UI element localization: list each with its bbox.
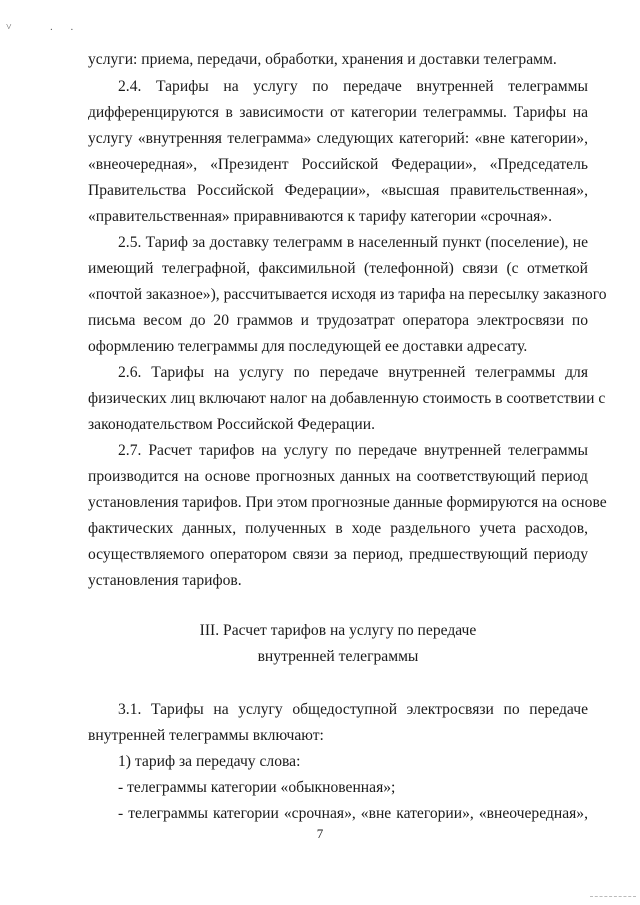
section-heading: III. Расчет тарифов на услугу по передаче xyxy=(199,622,477,639)
text-line: письма весом до 20 граммов и трудозатрат оператора электросвязи по xyxy=(88,312,588,329)
list-item: - телеграммы категории «обыкновенная»; xyxy=(118,779,396,796)
paragraph-2-4-line: 2.4. Тарифы на услугу по передаче внутренней телеграммы xyxy=(118,78,588,95)
text-line: «почтой заказное»), рассчитывается исходя из тарифа на пересылку заказного xyxy=(88,286,607,303)
paragraph-3-1-line: 3.1. Тарифы на услугу общедоступной электросвязи по передаче xyxy=(118,701,588,718)
page-number: 7 xyxy=(316,826,324,841)
text-line: услугу «внутренняя телеграмма» следующих категорий: «вне категории», xyxy=(88,130,588,147)
paragraph-2-5-line: 2.5. Тариф за доставку телеграмм в населенный пункт (поселение), не xyxy=(118,234,588,251)
text-line: физических лиц включают налог на добавленную стоимость в соответствии с xyxy=(88,390,606,407)
text-line: установления тарифов. При этом прогнозные данные формируются на основе xyxy=(88,494,607,511)
paragraph-2-6-line: 2.6. Тарифы на услугу по передаче внутренней телеграммы для xyxy=(118,364,588,381)
text-line: оформлению телеграммы для последующей ее доставки адресату. xyxy=(88,338,528,355)
text-line: Правительства Российской Федерации», «высшая правительственная», xyxy=(88,182,588,199)
text-line: внутренней телеграммы включают: xyxy=(88,727,324,744)
text-line: имеющий телеграфной, факсимильной (телефонной) связи (с отметкой xyxy=(88,260,588,277)
section-heading: внутренней телеграммы xyxy=(257,648,419,665)
text-line: услуги: приема, передачи, обработки, хранения и доставки телеграмм. xyxy=(88,51,557,68)
text-line: установления тарифов. xyxy=(88,572,242,589)
text-line: производится на основе прогнозных данных на соответствующий период xyxy=(88,468,588,485)
text-line: осуществляемого оператором связи за период, предшествующий периоду xyxy=(88,546,588,563)
text-line: фактических данных, полученных в ходе раздельного учета расходов, xyxy=(88,520,588,537)
paragraph-2-7-line: 2.7. Расчет тарифов на услугу по передаче внутренней телеграммы xyxy=(118,442,588,459)
text-line: «правительственная» приравниваются к тарифу категории «срочная». xyxy=(88,208,553,225)
list-item: - телеграммы категории «срочная», «вне категории», «внеочередная», xyxy=(118,805,588,822)
text-line: «внеочередная», «Президент Российской Федерации», «Председатель xyxy=(88,156,588,173)
scan-edge-mark xyxy=(590,896,636,899)
scan-speck-marks: ˅ .. xyxy=(6,22,92,33)
text-line: законодательством Российской Федерации. xyxy=(88,416,375,433)
list-item: 1) тариф за передачу слова: xyxy=(118,753,301,770)
text-line: дифференцируются в зависимости от категории телеграммы. Тарифы на xyxy=(88,104,588,121)
